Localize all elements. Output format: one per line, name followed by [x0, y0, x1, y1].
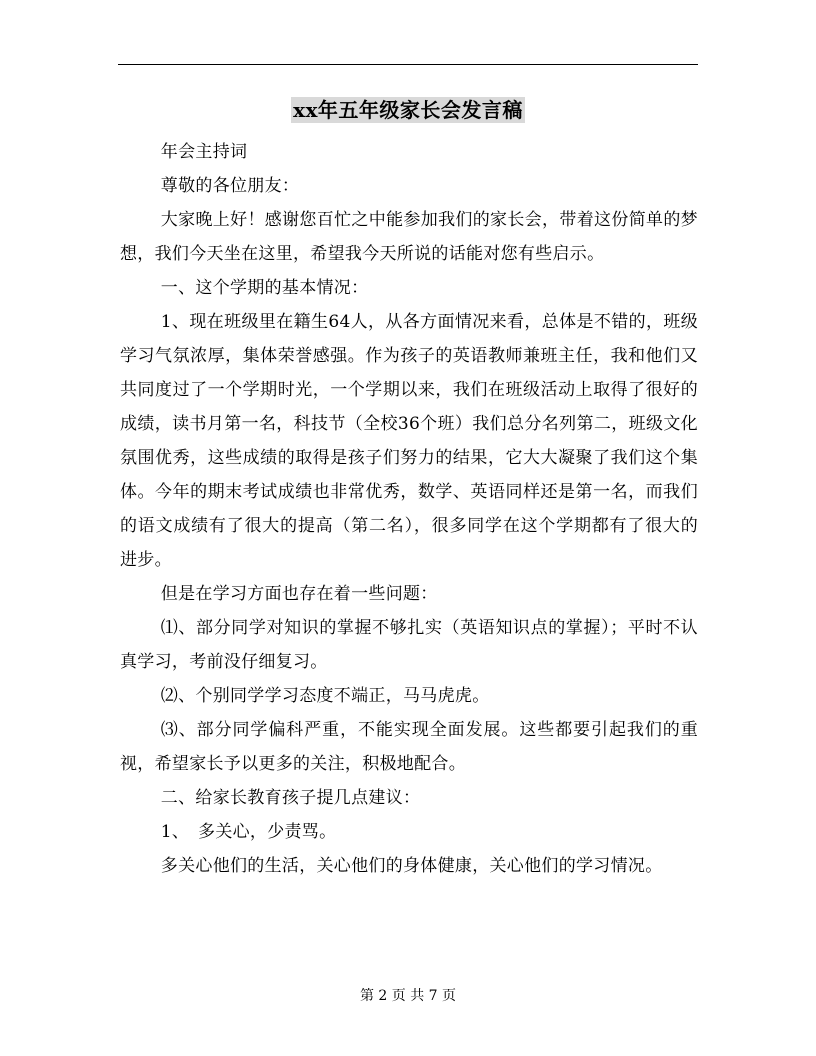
page-footer [0, 986, 816, 1006]
paragraph-opening: 大家晚上好！感谢您百忙之中能参加我们的家长会，带着这份简单的梦想，我们今天坐在这里，希望我今天所说的话能对您有些启示。 [120, 210, 698, 264]
list-item-problem-2: ⑵、个别同学学习态度不端正，马马虎虎。 [160, 686, 490, 706]
paragraph-greeting: 尊敬的各位朋友： [160, 176, 300, 196]
header-rule [118, 64, 698, 65]
list-item-suggestion-1: 1、 多关心，少责骂。 [160, 822, 337, 842]
paragraph-care: 多关心他们的生活，关心他们的身体健康，关心他们的学习情况。 [160, 856, 663, 876]
paragraph-host-title: 年会主持词 [160, 142, 248, 162]
document-title: xx年五年级家长会发言稿 [293, 98, 523, 122]
paragraph-problems-intro: 但是在学习方面也存在着一些问题： [160, 584, 438, 604]
document-body [120, 135, 698, 883]
section-heading-suggestions: 二、给家长教育孩子提几点建议： [160, 788, 421, 808]
list-item-problem-3: ⑶、部分同学偏科严重，不能实现全面发展。这些都要引起我们的重视，希望家长予以更多的关注，积极地配合。 [120, 720, 698, 774]
page-number-label: 第 2 页 共 7 页 [359, 988, 457, 1004]
section-heading-semester: 一、这个学期的基本情况： [160, 278, 369, 298]
title-container [0, 97, 816, 123]
paragraph-class-status: 1、现在班级里在籍生64人，从各方面情况来看，总体是不错的，班级学习气氛浓厚，集体荣誉感强。作为孩子的英语教师兼班主任，我和他们又共同度过了一个学期时光，一个学期以来，我们在班级活动上取得了很好的成绩，读书月第一名，科技节（全校36个班）我们总分名列第二，班级文化氛围优秀，这些成绩的取得是孩子们努力的结果，它大大凝聚了我们这个集体。今年的期末考试成绩也非常优秀，数学、英语同样还是第一名，而我们的语文成绩有了很大的提高（第二名），很多同学在这个学期都有了很大的进步。 [120, 312, 698, 570]
list-item-problem-1: ⑴、部分同学对知识的掌握不够扎实（英语知识点的掌握）；平时不认真学习，考前没仔细复习。 [120, 618, 698, 672]
